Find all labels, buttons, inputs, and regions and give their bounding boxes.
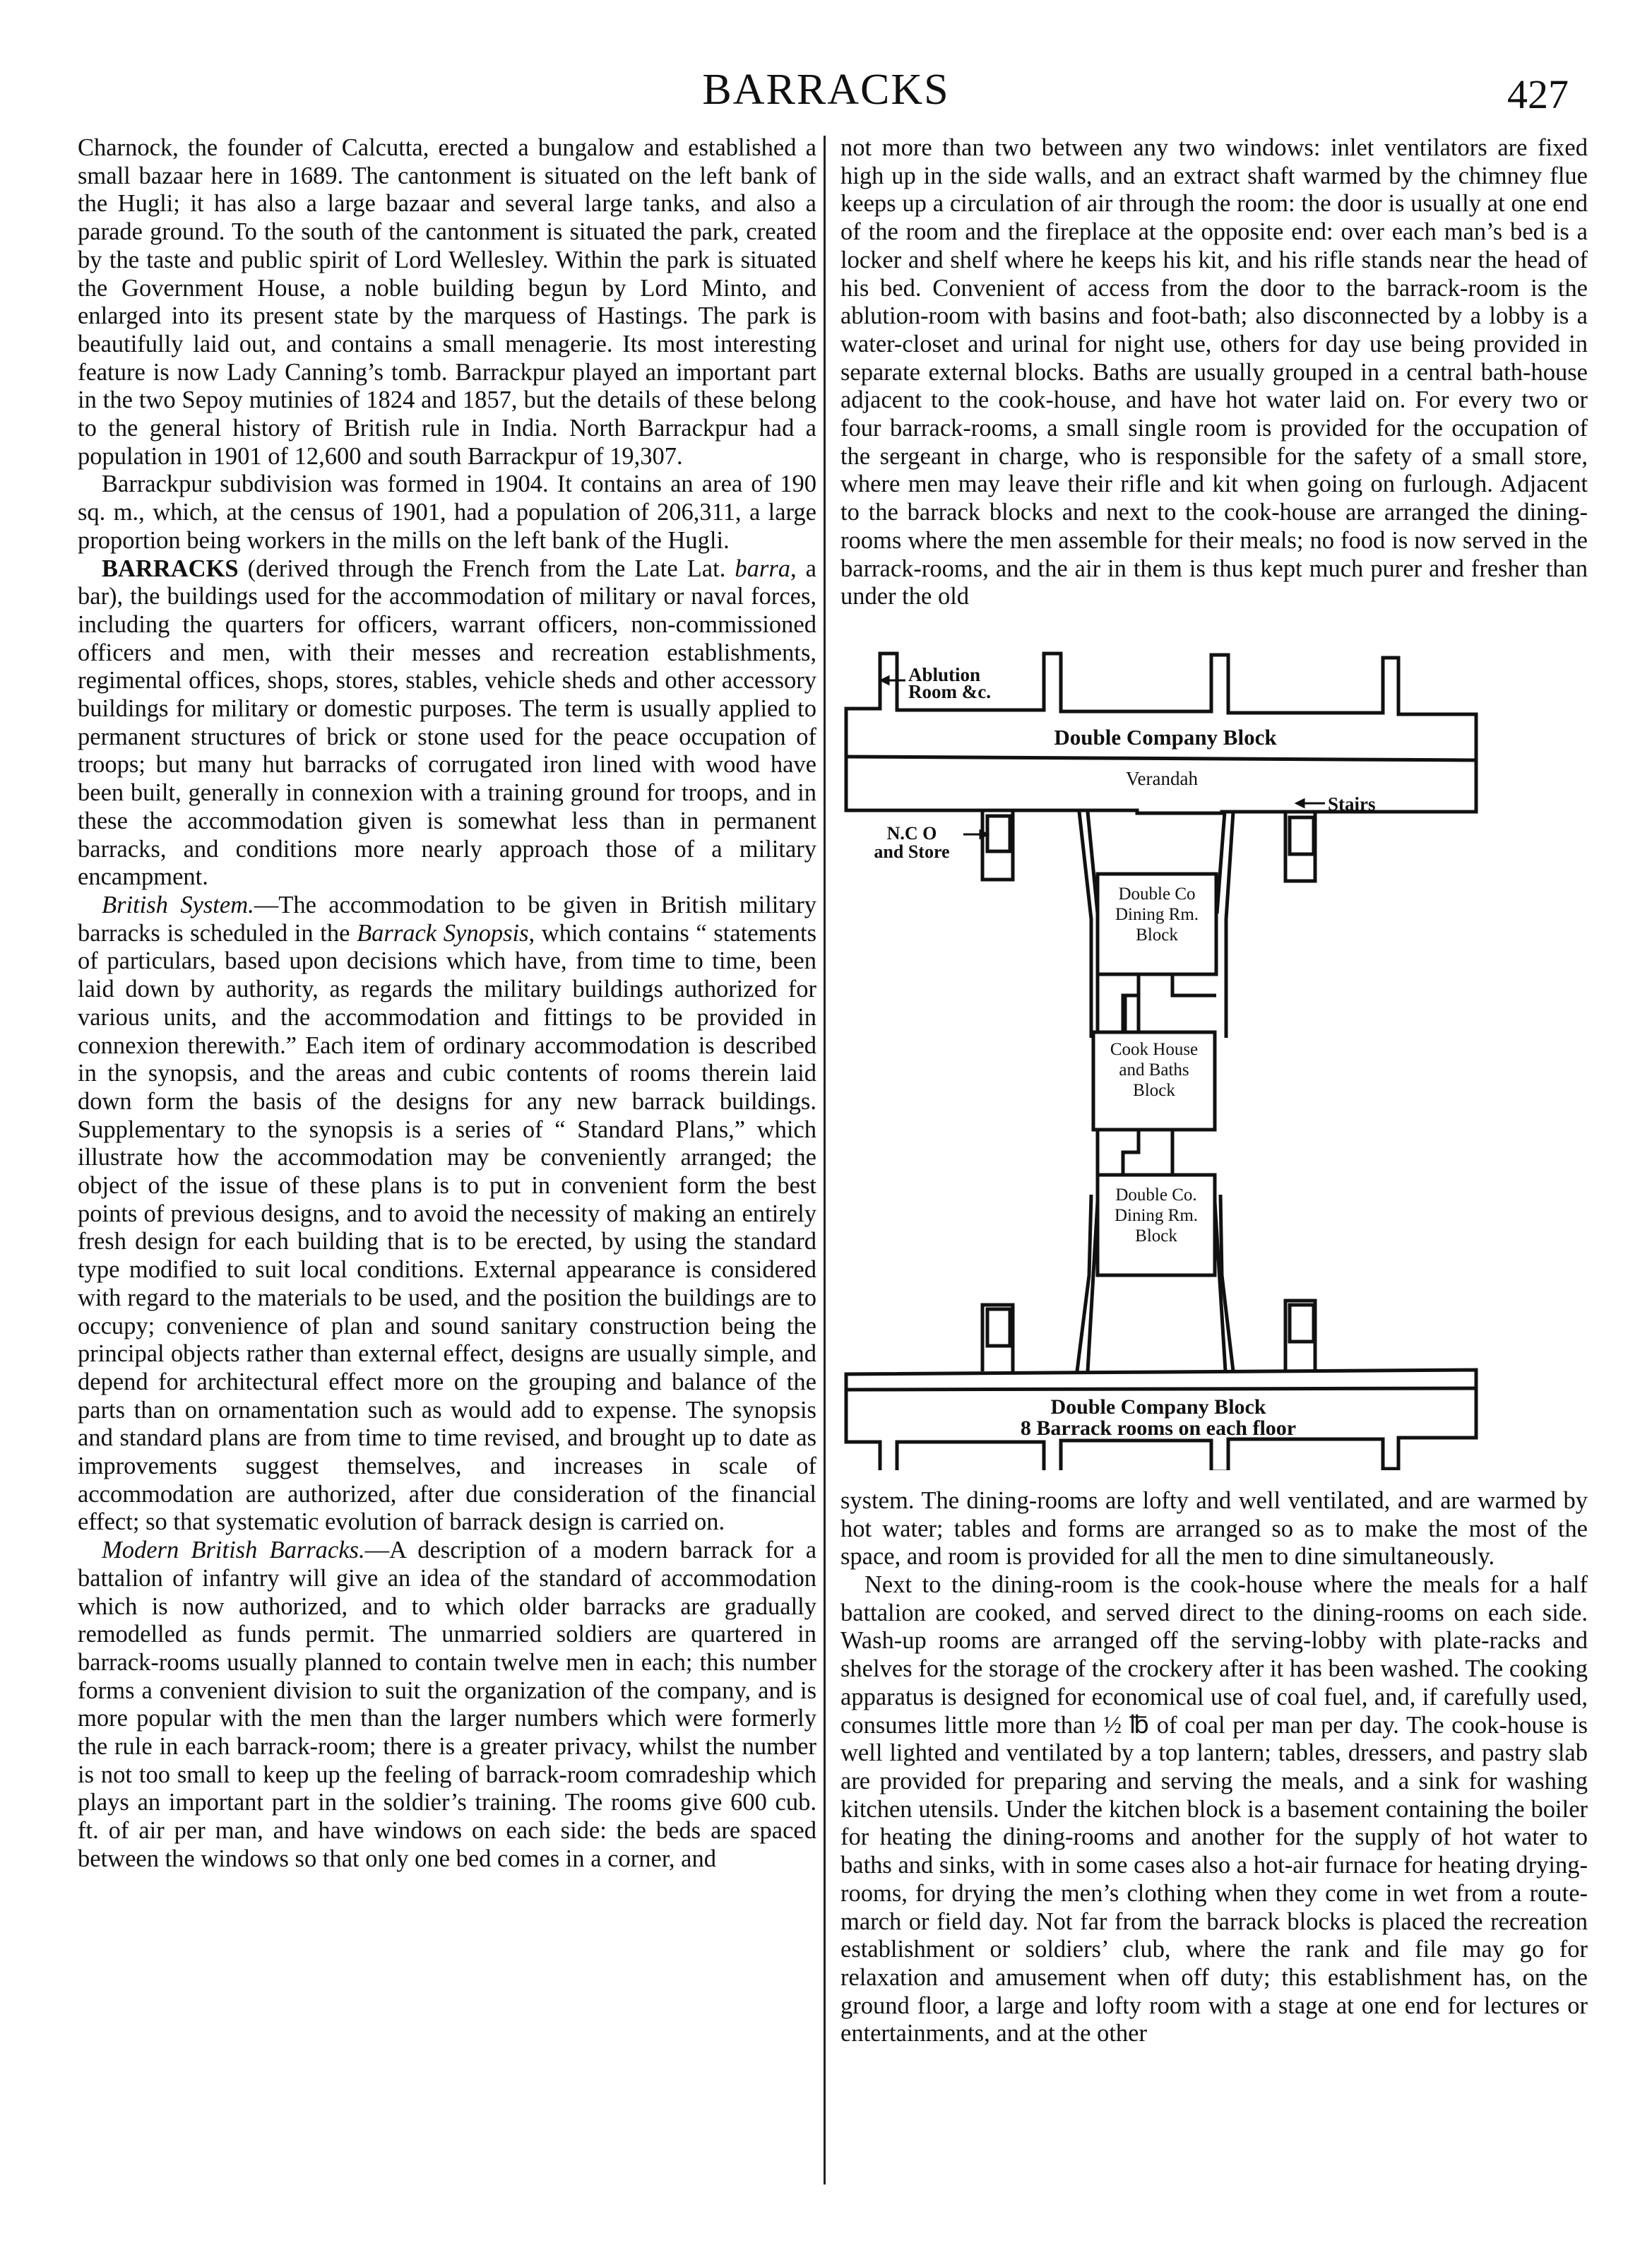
column-divider — [824, 136, 826, 2184]
paragraph-barrack-room-details: not more than two between any two windows: inlet ventilators are fixed high up in the side walls, and an extract shaft warmed by the chimney flue keeps up a circulation of air through the room: the door is usually at one end of the room and the fireplace at the opposite end: over each man’s bed is a locker and shelf where he keeps his kit, and his rifle stands near the head of his bed. Convenient of access from the door to the barrack-room is the ablution-room with basins and foot-bath; also disconnected by a lobby is a water-closet and urinal for night use, others for day use being provided in separate external blocks. Baths are usually grouped in a central bath-house adjacent to the cook-house, and have hot water laid on. For every two or four barrack-rooms, a small single room is provided for the occupation of the sergeant in charge, who is responsible for the safety of a small store, where men may leave their rifle and kit when going on furlough. Adjacent to the barrack blocks and next to the cook-house are arranged the dining-rooms where the men assemble for their meals; no food is now served in the barrack-rooms, and the air in them is thus kept much purer and fresher than under the old — [840, 134, 1588, 610]
barrack-synopsis-title: Barrack Synopsis — [357, 919, 529, 947]
page-number: 427 — [1507, 71, 1569, 117]
label-nco-and-store: N.C O and Store — [874, 822, 950, 862]
running-head: BARRACKS — [702, 66, 950, 114]
paragraph-british-system: British System.—The accommodation to be given in British military barracks is scheduled in the Barrack Synopsis, which contains “ statements of particulars, based upon decisions which have, from time to time, been laid down by authority, as regards the military buildings authorized for various units, and the accommodation and fittings to be provided in connexion therewith.” Each item of ordinary accommodation is described in the synopsis, and the areas and cubic contents of rooms therein laid down form the basis of the designs for any new barrack buildings. Supplementary to the synopsis is a series of “ Standard Plans,” which illustrate how the accommodation may be conveniently arranged; the object of the issue of these plans is to put in convenient form the best points of previous designs, and to avoid the necessity of making an entirely fresh design for each building that is to be erected, by using the standard type modified to suit local conditions. External appearance is considered with regard to the materials to be used, and the position the buildings are to occupy; convenience of plan and sound sanitary construction being the principal objects rather than external effect, designs are usually simple, and depend for architectural effect more on the grouping and balance of the parts than on ornamentation such as would add to expense. The synopsis and standard plans are from time to time revised, and brought up to date as improvements suggest themselves, and increases in scale of accommodation are authorized, after due consideration of the financial effect; so that systematic evolution of barrack design is carried on. — [78, 891, 816, 1536]
label-bottom-dining-room-block: Double Co. Dining Rm. Block — [1114, 1185, 1199, 1246]
latin-term: barra — [735, 555, 790, 582]
label-verandah: Verandah — [1126, 767, 1198, 789]
paragraph-barrackpur-subdivision: Barrackpur subdivision was formed in 1904. It contains an area of 190 sq. m., which, at the census of 1901, had a population of 206,311, a large proportion being workers in the mills on the left bank of the Hugli. — [78, 471, 816, 554]
label-top-dining-room-block: Double Co Dining Rm. Block — [1115, 884, 1199, 945]
paragraph-barrackpur-history: Charnock, the founder of Calcutta, erected a bungalow and established a small bazaar here in 1689. The cantonment is situated on the left bank of the Hugli; it has also a large bazaar and several large tanks, and also a parade ground. To the south of the cantonment is situated the park, created by the taste and public spirit of Lord Wellesley. Within the park is situated the Government House, a noble building begun by Lord Minto, and enlarged into its present state by the marquess of Hastings. The park is beautifully laid out, and contains a small menagerie. Its most interesting feature is now Lady Canning’s tomb. Barrackpur played an important part in the two Sepoy mutinies of 1824 and 1857, but the details of these belong to the general history of British rule in India. North Barrackpur had a population in 1901 of 12,600 and south Barrackpur of 19,307. — [78, 134, 816, 470]
paragraph-cook-house: Next to the dining-room is the cook-house where the meals for a half battalion are cooked, and served direct to the dining-rooms on each side. Wash-up rooms are arranged off the serving-lobby with plate-racks and shelves for the storage of the crockery after it has been washed. The cooking apparatus is designed for economical use of coal fuel, and, if carefully used, consumes little more than ½ ℔ of coal per man per day. The cook-house is well lighted and ventilated by a top lantern; tables, dressers, and pastry slab are provided for preparing and serving the meals, and a sink for washing kitchen utensils. Under the kitchen block is a basement containing the boiler for heating the dining-rooms and another for the supply of hot water to baths and sinks, with in some cases also a hot-air furnace for heating drying-rooms, for drying the men’s clothing when they come in wet from a route-march or field day. Not far from the barrack blocks is placed the recreation establishment or soldiers’ club, where the rank and file may go for relaxation and amusement when off duty; this establishment has, on the ground floor, a large and lofty room with a stage at one end for lectures or entertainments, and at the other — [840, 1571, 1588, 2047]
label-bottom-double-company-block: Double Company Block 8 Barrack rooms on each floor — [1020, 1395, 1297, 1440]
label-top-double-company-block: Double Company Block — [1054, 724, 1277, 750]
left-column — [78, 134, 816, 1874]
headword: BARRACKS — [102, 555, 239, 582]
paragraph-dining-rooms: system. The dining-rooms are lofty and well ventilated, and are warmed by hot water; tables and forms are arranged so as to make the most of the space, and room is provided for all the men to dine simultaneously. — [840, 1486, 1588, 1571]
paragraph-barracks-definition: BARRACKS (derived through the French from the Late Lat. barra, a bar), the buildings used for the accommodation of military or naval forces, including the quarters for officers, warrant officers, non-commissioned officers and men, with their messes and recreation establishments, regimental offices, shops, stores, stables, vehicle sheds and other accessory buildings for military or domestic purposes. The term is usually applied to permanent structures of brick or stone used for the peace occupation of troops; but many hut barracks of corrugated iron lined with wood have been built, generally in connexion with a training ground for troops, and in these the accommodation given is somewhat less than in permanent barracks, and conditions more nearly approach those of a military encampment. — [78, 555, 816, 891]
right-column — [840, 134, 1588, 2048]
barracks-floor-plan-figure — [840, 637, 1588, 1470]
page-header — [0, 65, 1652, 122]
label-cook-house-baths-block: Cook House and Baths Block — [1110, 1039, 1199, 1100]
label-ablution-room: Ablution Room &c. — [908, 663, 991, 702]
section-heading-modern-barracks: Modern British Barracks. — [102, 1537, 365, 1564]
paragraph-modern-british-barracks: Modern British Barracks.—A description of a modern barrack for a battalion of infantry will give an idea of the standard of accommodation which is now authorized, and to which older barracks are gradually remodelled as funds permit. The unmarried soldiers are quartered in barrack-rooms usually planned to contain twelve men in each; this number forms a convenient division to suit the organization of the company, and is more popular with the men than the larger numbers which were formerly the rule in each barrack-room; there is a greater privacy, whilst the number is not too small to keep up the feeling of barrack-room comradeship which plays an important part in the soldier’s training. The rooms give 600 cub. ft. of air per man, and have windows on each side: the beds are spaced between the windows so that only one bed comes in a corner, and — [78, 1537, 817, 1872]
label-stairs: Stairs — [1328, 793, 1376, 815]
section-heading-british-system: British System. — [102, 891, 254, 918]
